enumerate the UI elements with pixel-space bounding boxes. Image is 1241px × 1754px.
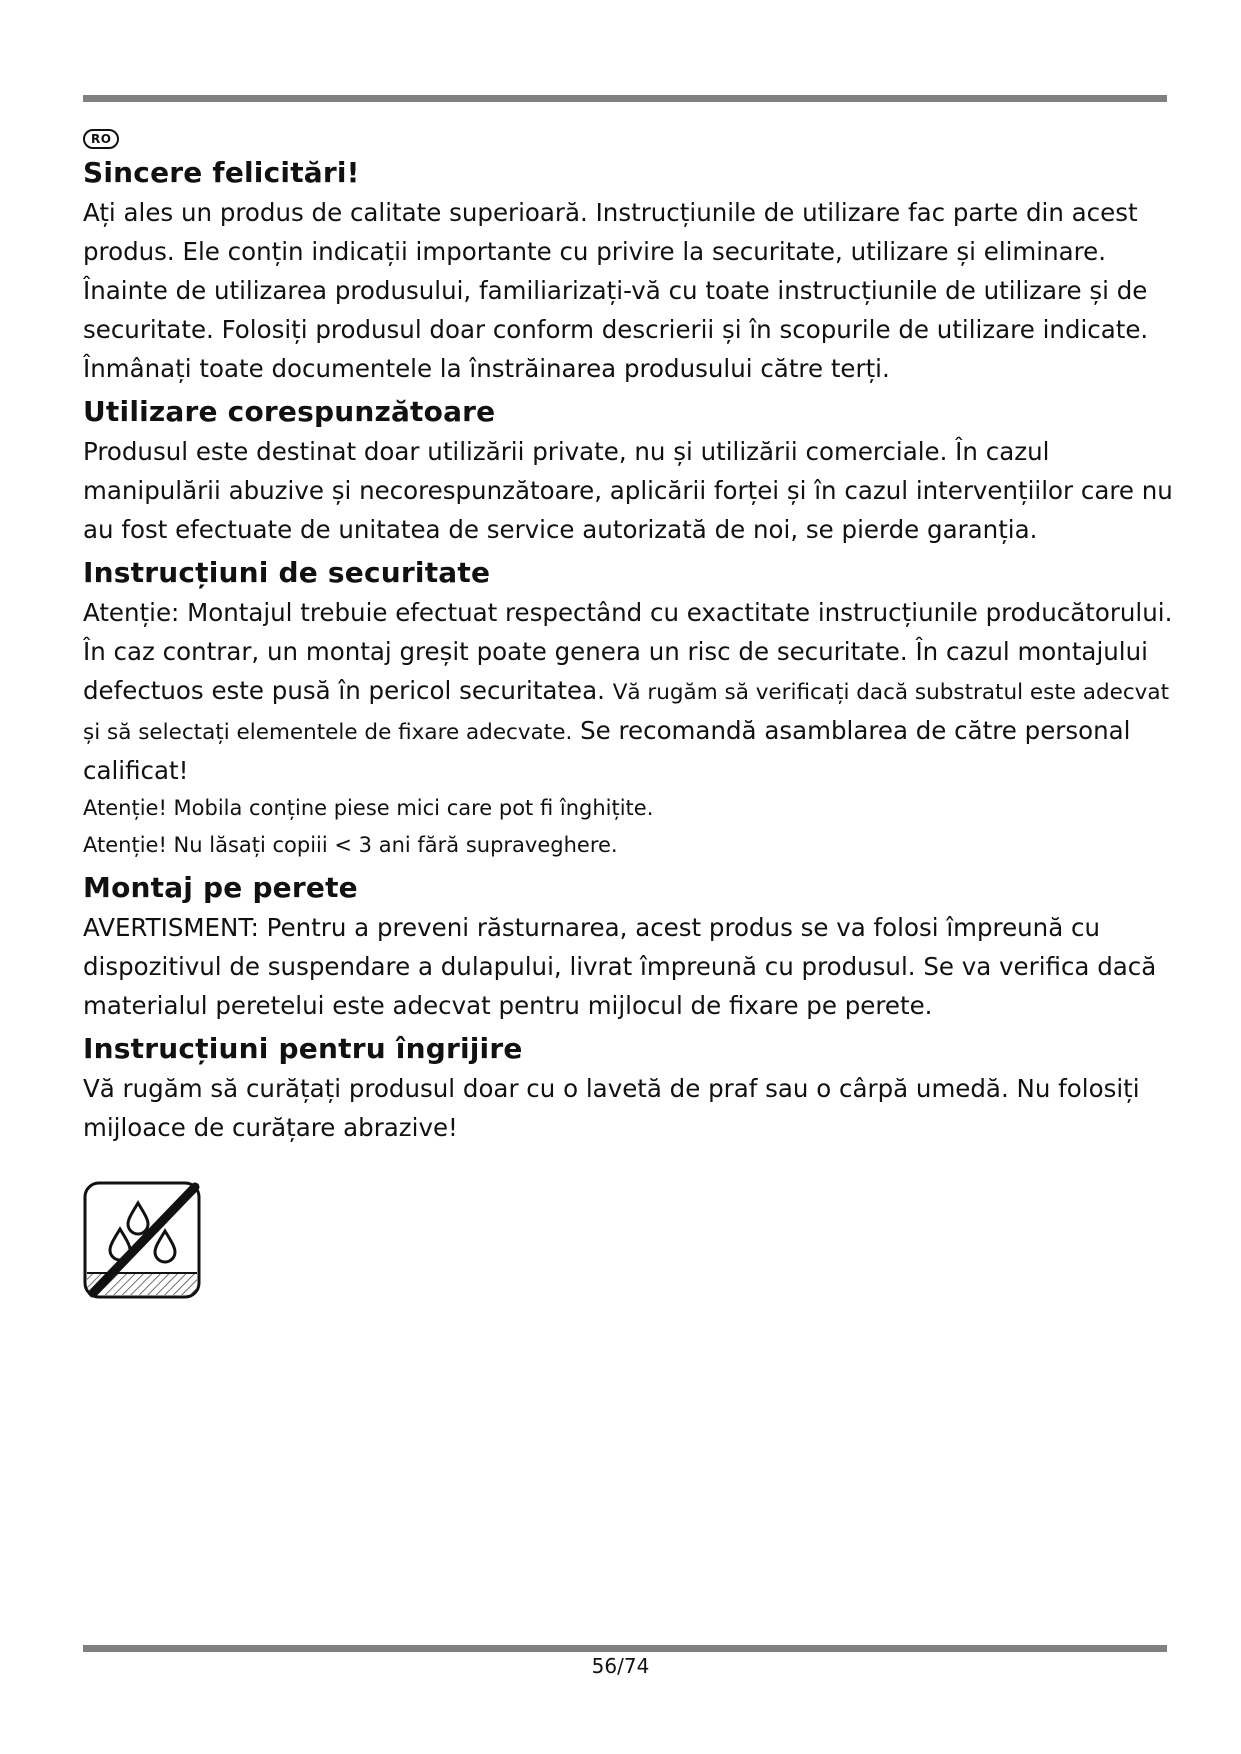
section-title-congratulations: Sincere felicitări! <box>83 156 360 189</box>
section-title-care: Instrucțiuni pentru îngrijire <box>83 1032 523 1065</box>
top-rule <box>83 95 1167 102</box>
safety-warning-small-parts: Atenție! Mobila conține piese mici care pot fi înghițite. <box>83 796 654 820</box>
safety-text-b: Vă rugăm să verificați dacă substratul este adecvat și să selectați elementele de fixare adecvate. <box>83 680 1170 745</box>
section-title-intended-use: Utilizare corespunzătoare <box>83 395 496 428</box>
safety-text-c: Se recomandă asamblarea de către personal calificat! <box>83 716 1131 785</box>
section-title-safety: Instrucțiuni de securitate <box>83 556 491 589</box>
section-body-care: Vă rugăm să curățați produsul doar cu o lavetă de praf sau o cârpă umedă. Nu folosiți mijloace de curățare abrazive! <box>83 1074 1140 1142</box>
section-body-intended-use: Produsul este destinat doar utilizării private, nu și utilizării comerciale. În cazul manipulării abuzive și necorespunzătoare, aplicării forței și în cazul intervențiilor care nu au fost efectuate de unitatea de service autorizată de noi, se pierde garanția. <box>83 437 1173 544</box>
bottom-rule <box>83 1645 1167 1652</box>
document-content <box>83 128 1173 1299</box>
section-body-safety <box>83 593 1173 790</box>
safety-warning-children: Atenție! Nu lăsați copiii < 3 ani fără supraveghere. <box>83 833 618 857</box>
page-number: 56/74 <box>591 1654 650 1678</box>
section-title-wall-mount: Montaj pe perete <box>83 871 358 904</box>
safety-text-a: Atenție: Montajul trebuie efectuat respectând cu exactitate instrucțiunile producătorului. În caz contrar, un montaj greșit poate genera un risc de securitate. În cazul montajului defectuos este pusă în pericol securitatea. <box>83 598 1173 705</box>
no-water-care-icon <box>83 1181 201 1299</box>
language-badge: RO <box>83 129 119 149</box>
section-body-wall-mount: AVERTISMENT: Pentru a preveni răsturnarea, acest produs se va folosi împreună cu dispozitivul de suspendare a dulapului, livrat împreună cu produsul. Se va verifica dacă materialul peretelui este adecvat pentru mijlocul de fixare pe perete. <box>83 913 1157 1020</box>
section-body-congratulations: Ați ales un produs de calitate superioară. Instrucțiunile de utilizare fac parte din acest produs. Ele conțin indicații importante cu privire la securitate, utilizare și eliminare. Înainte de utilizarea produsului, familiarizați-vă cu toate instrucțiunile de utilizare și de securitate. Folosiți produsul doar conform descrierii și în scopurile de utilizare indicate. Înmânați toate documentele la înstrăinarea produsului către terți. <box>83 198 1149 383</box>
